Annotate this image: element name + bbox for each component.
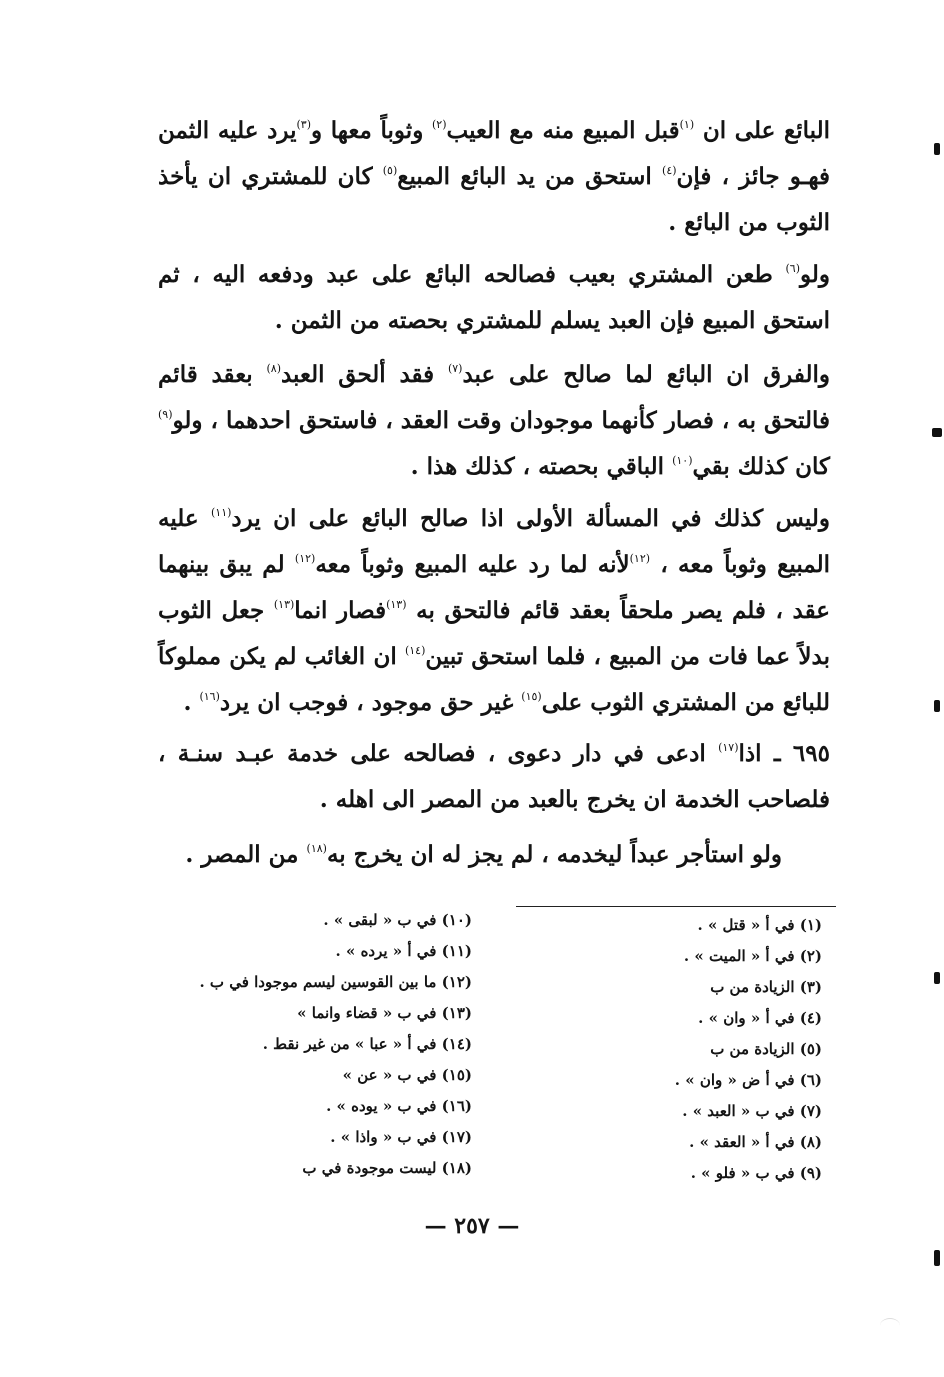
text-run: لم يبق بينهما عقد ، فلم يصر ملحقاً بعقد قائم فالتحق به — [158, 551, 830, 624]
text-run: قبل المبيع منه مع العيب — [446, 117, 680, 144]
footnote-ref: (١٠) — [672, 454, 693, 467]
paragraph-5 — [158, 731, 830, 823]
text-run: كان للمشتري ان يأخذ الثوب من البائع . — [158, 163, 830, 236]
footnote-item: (١٢) ما بين القوسين ليسم موجودا في ب . — [199, 973, 472, 991]
footnote-item: (١٥) في ب « عن » — [342, 1066, 472, 1084]
footnote-divider — [516, 906, 836, 907]
footnote-ref: (٤) — [662, 164, 677, 177]
margin-mark — [934, 700, 940, 712]
footnotes-right-column — [552, 910, 822, 1189]
text-run: وثوباً معها و — [310, 117, 432, 144]
footnote-item: (٩) في ب « فلو » . — [690, 1164, 822, 1182]
paragraph-6 — [158, 832, 830, 878]
footnote-item: (١٠) في ب « لبقى » . — [323, 911, 472, 929]
text-run: من المصر . — [185, 841, 307, 868]
text-run: ان الغائب لم يكن مملوكاً للبائع من المشتري الثوب على — [158, 643, 830, 716]
footnote-item: (١٤) في أ « عبا » من غير نقط . — [262, 1035, 472, 1053]
paragraph-3 — [158, 352, 830, 490]
footnote-item: (٢) في أ « الميت » . — [683, 947, 822, 965]
footnote-item: (٧) في ب « العبد » . — [682, 1102, 822, 1120]
text-run: استحق من يد البائع المبيع — [397, 163, 663, 190]
footnote-item: (١) في أ « قتل » . — [697, 916, 822, 934]
page-number: — ٢٥٧ — — [424, 1213, 520, 1239]
text-run: طعن المشتري بعيب فصالحه البائع على عبد ودفعه اليه ، ثم استحق المبيع فإن العبد يسلم للمشتري بحصته من الثمن . — [158, 261, 830, 334]
text-run: ـ اذا — [738, 740, 793, 767]
footnote-ref: (٨) — [266, 362, 281, 375]
margin-mark — [934, 1250, 940, 1266]
footnote-ref: (١١) — [210, 506, 232, 519]
footnote-ref: (١٦) — [199, 690, 220, 703]
footnote-ref: (١٤) — [404, 644, 426, 657]
footnote-ref: (٦) — [785, 262, 800, 275]
footnote-ref: (١٣) — [386, 598, 407, 611]
margin-mark — [934, 143, 940, 155]
footnote-item: (١٦) في ب « يوده » . — [326, 1097, 472, 1115]
footnote-item: (١٧) في ب « واذا » . — [330, 1128, 472, 1146]
footnote-ref: (٧) — [447, 362, 463, 375]
text-run: ولو استأجر عبداً ليخدمه ، لم يجز له ان يخرج به — [326, 841, 782, 868]
text-run: ادعى في دار دعوى ، فصالحه على خدمة عبـد سنـة ، فلصاحب الخدمة ان يخرج بالعبد من المصر الى اهله . — [158, 740, 830, 813]
text-run: والفرق ان البائع لما صالح على عبد — [462, 361, 830, 388]
text-run: بعقد قائم فالتحق به ، فصار كأنهما موجودان وقت العقد ، فاستحق احدهما ، ولو — [158, 361, 830, 434]
paragraph-4 — [158, 496, 830, 726]
footnote-item: (٦) في أ ض « وان » . — [674, 1071, 822, 1089]
text-run: . — [183, 689, 200, 716]
footnote-ref: (٢) — [432, 118, 447, 131]
text-run: يرد عليه الثمن فهـو جائز ، فإن — [158, 117, 830, 190]
footnote-item: (١١) في أ « يرده » . — [335, 942, 472, 960]
text-run: فصار انما — [294, 597, 387, 624]
footnote-ref: (١٥) — [521, 690, 542, 703]
footnote-item: (٥) الزيادة من ب — [710, 1040, 822, 1058]
footnote-ref: (١٣) — [273, 598, 295, 611]
text-run: عليه المبيع وثوباً معه ، — [158, 505, 830, 578]
text-run: غير حق موجود ، فوجب ان يرد — [219, 689, 522, 716]
text-run: جعل الثوب بدلاً عما فات من المبيع ، فلما استحق تبين — [158, 597, 830, 670]
footnote-item: (١٨) ليست موجودة في ب — [302, 1159, 472, 1177]
footnote-item: (٨) في أ « العقد » . — [689, 1133, 822, 1151]
footnote-ref: (١) — [679, 118, 695, 131]
text-run: فقد ألحق العبد — [280, 361, 448, 388]
footnote-item: (٤) في أ « وان » . — [698, 1009, 822, 1027]
footnotes-left-column — [142, 905, 472, 1184]
paragraph-2 — [158, 252, 830, 344]
text-run: الباقي بحصته ، كذلك هذا . — [410, 453, 673, 480]
footnote-item: (٣) الزيادة من ب — [710, 978, 822, 996]
footnote-ref: (١٧) — [718, 741, 739, 754]
footnote-ref: (١٨) — [306, 842, 327, 855]
paragraph-1 — [158, 108, 830, 246]
footnote-ref: (٩) — [158, 408, 173, 421]
text-run: لأنه لما رد عليه المبيع وثوباً معه — [315, 551, 630, 578]
footnote-ref: (١٢) — [294, 552, 316, 565]
margin-mark — [934, 972, 940, 984]
margin-mark — [932, 428, 942, 437]
paper-smudge — [880, 1318, 900, 1333]
footnote-ref: (٣) — [296, 118, 311, 131]
text-run: كان كذلك بقي — [692, 453, 830, 480]
text-run: البائع على ان — [694, 117, 830, 144]
footnote-item: (١٣) في ب « قضاء وانما » — [297, 1004, 472, 1022]
paragraph-number: ٦٩٥ — [792, 740, 830, 767]
footnote-ref: (١٢) — [629, 552, 651, 565]
text-run: ولو — [800, 261, 830, 288]
footnote-ref: (٥) — [382, 164, 398, 177]
text-run: وليس كذلك في المسألة الأولى اذا صالح البائع على ان يرد — [231, 505, 830, 532]
